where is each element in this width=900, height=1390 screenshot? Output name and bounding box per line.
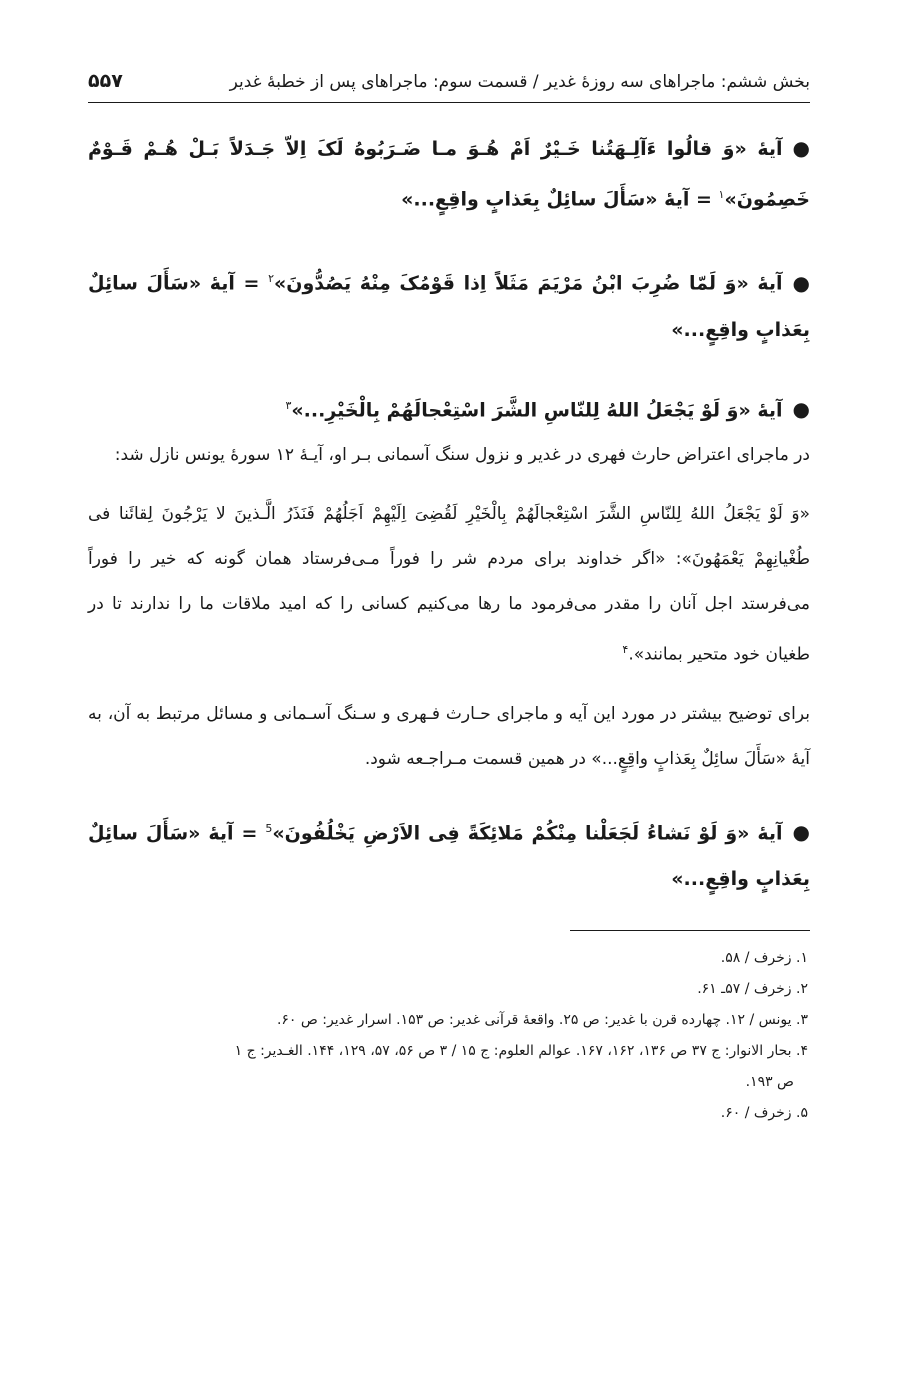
footnote-item: ۵. زخرف / ۶۰. (720, 1104, 808, 1121)
footnote-ref[interactable]: ۲ (268, 272, 274, 286)
footnote-ref[interactable]: ۴ (622, 642, 629, 656)
running-header (88, 70, 810, 103)
quote-text: «وَ لَوْ یَجْعَلُ اللهُ لِلنّاسِ الشَّرَ اسْتِعْجالَهُمْ بِالْخَیْرِ لَقُضِیَ اِلَیْهِمْ اَجَلُهُمْ فَنَذَرُ الَّـذینَ لا یَرْجُونَ لِقائَنا فی طُغْیانِهِمْ یَعْمَهُونَ»: «اگر خداوند برای مردم شر را فوراً مـی‌فرستاد همان گونه که خیر را فوراً می‌فرستد اجل آنان را مقدر می‌فرمود ما رها می‌کنیم کسانی را که امید ملاقات ما را ندارند تا در طغیان خود متحیر بمانند». (88, 503, 810, 665)
body-paragraph: برای توضیح بیشتر در مورد این آیه و ماجرای حـارث فـهری و سـنگ آسـمانی و مسائل مرتبط به آن، به آیهٔ «سَأَلَ سائِلٌ بِعَذابٍ واقِعٍ...» در همین قسمت مـراجـعه شود. (88, 703, 810, 769)
footnote-divider (570, 930, 810, 931)
bullet-icon: ● (792, 396, 810, 421)
bullet-icon: ● (792, 819, 810, 844)
verse-tail: = آیهٔ «سَأَلَ سائِلٌ بِعَذابٍ واقِعٍ...» (88, 821, 810, 890)
verse-text: آیهٔ «وَ قالُوا ءَآلِـهَتُنا خَـیْرٌ اَمْ هُـوَ مـا ضَـرَبُوهُ لَکَ اِلاّ جَـدَلاً بَـلْ هُـمْ قَـوْمٌ خَصِمُونَ» (88, 138, 810, 211)
header-title: بخش ششم: ماجراهای سه روزهٔ غدیر / قسمت سوم: ماجراهای پس از خطبهٔ غدیر (229, 72, 810, 92)
verse-tail: = آیهٔ «سَأَلَ سائِلٌ بِعَذابٍ واقِعٍ...» (401, 188, 719, 211)
verse-item (88, 806, 810, 902)
footnotes (88, 943, 810, 1129)
document-page (88, 70, 810, 1129)
verse-text: آیهٔ «وَ لَوْ یَجْعَلُ اللهُ لِلنّاسِ الشَّرَ اسْتِعْجالَهُمْ بِالْخَیْرِ...» (291, 398, 783, 421)
footnote-ref[interactable]: ۳ (285, 398, 292, 412)
verse-item (88, 256, 810, 352)
footnote-continuation: ص ۱۹۳. (745, 1073, 794, 1090)
verse-item (88, 125, 810, 222)
verse-text: آیهٔ «وَ لَمّا ضُرِبَ ابْنُ مَرْیَمَ مَثَلاً اِذا قَوْمُکَ مِنْهُ یَصُدُّونَ» (273, 272, 783, 295)
verse-item (88, 383, 810, 433)
footnote-text: ۴. بحار الانوار: ج ۳۷ ص ۱۳۶، ۱۶۲، ۱۶۷. عوالم العلوم: ج ۱۵ / ۳ ص ۵۶، ۵۷، ۱۲۹، ۱۴۴. الغـدیر: ج ۱ (234, 1042, 808, 1059)
footnote-ref[interactable]: 5 (265, 821, 273, 835)
footnote-item: ۳. یونس / ۱۲. چهارده قرن با غدیر: ص ۲۵. واقعهٔ قرآنی غدیر: ص ۱۵۳. اسرار غدیر: ص ۶۰. (276, 1011, 808, 1028)
footnote-ref[interactable]: ۱ (718, 188, 725, 201)
quote-paragraph (88, 492, 810, 678)
bullet-icon: ● (792, 270, 810, 295)
footnote-item: ۱. زخرف / ۵۸. (720, 949, 808, 966)
page-number: ۵۵۷ (88, 70, 123, 92)
verse-text: آیهٔ «وَ لَوْ نَشاءُ لَجَعَلْنا مِنْکُمْ مَلائِکَةً فِی الاَرْضِ یَخْلُفُونَ» (272, 821, 783, 844)
bullet-icon: ● (792, 136, 810, 160)
footnote-item (88, 1036, 810, 1098)
body-paragraph: در ماجرای اعتراض حارث فهری در غدیر و نزول سنگ آسمانی بـر او، آیـهٔ ۱۲ سورهٔ یونس نازل شد: (114, 444, 810, 465)
footnote-item: ۲. زخرف / ۵۷ـ ۶۱. (697, 980, 808, 997)
verse-tail: = آیهٔ «سَأَلَ سائِلٌ بِعَذابٍ واقِعٍ...» (88, 272, 810, 341)
